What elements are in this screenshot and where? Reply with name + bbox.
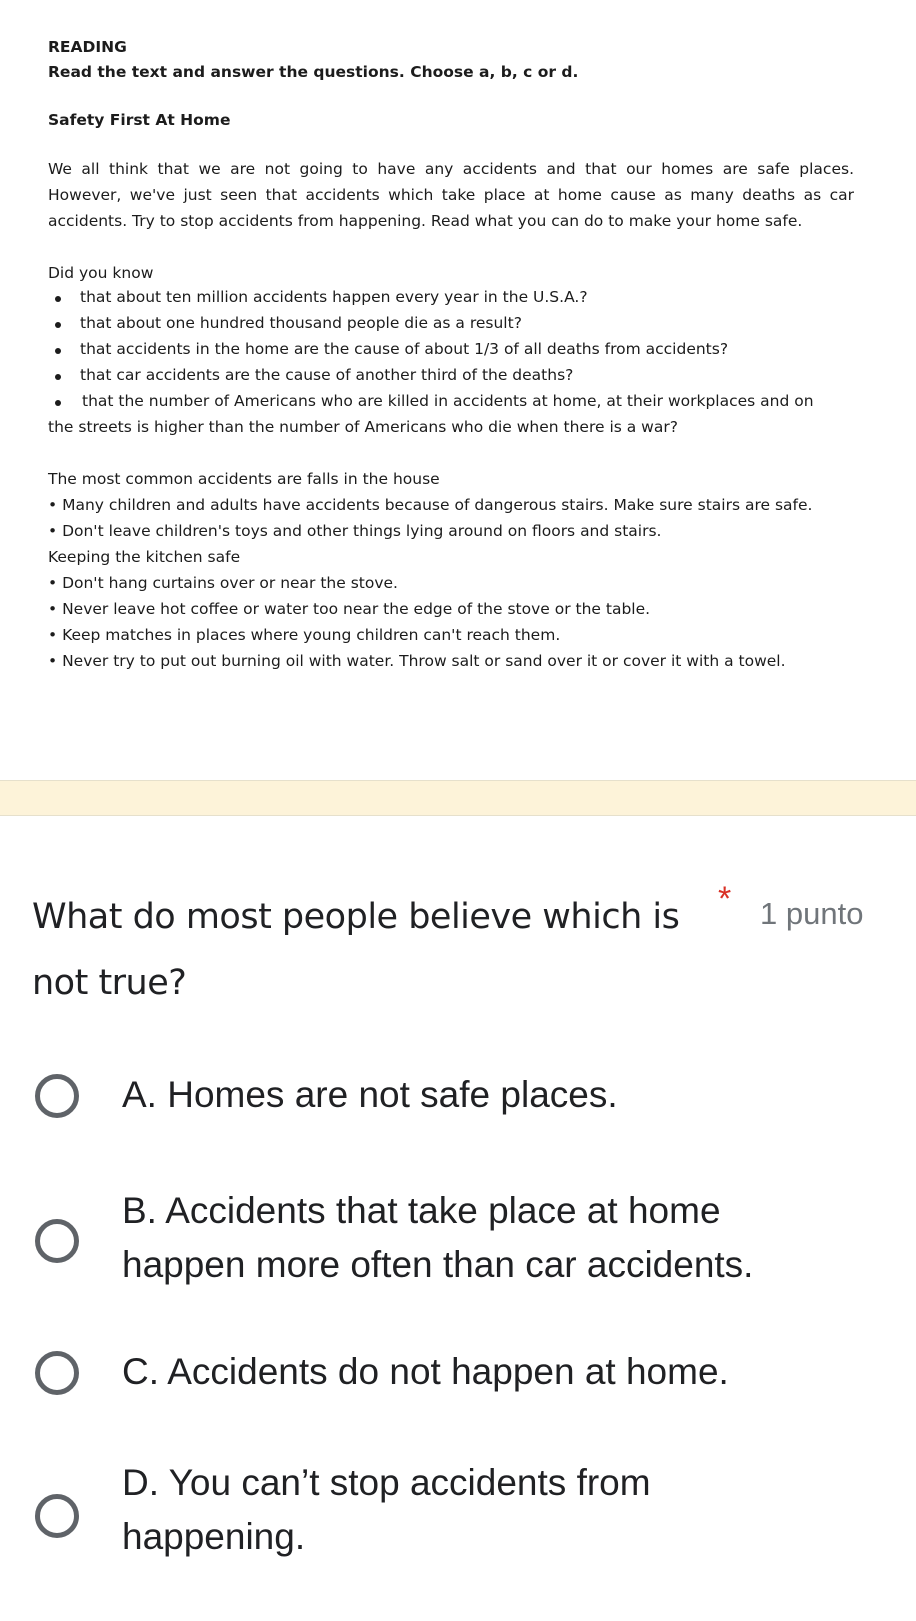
kitchen-item: • Don't hang curtains over or near the stove. — [48, 574, 398, 592]
kitchen-item: • Keep matches in places where young children can't reach them. — [48, 626, 561, 644]
section-divider — [0, 780, 916, 816]
question-title: What do most people believe which is not true? — [32, 897, 680, 1003]
required-asterisk: * — [718, 880, 732, 918]
intro-line: We all think that we are not going to have any accidents and that our homes are safe places. — [48, 160, 854, 178]
kitchen-heading: Keeping the kitchen safe — [48, 548, 241, 566]
intro-line: accidents. Try to stop accidents from happening. Read what you can do to make your home safe. — [48, 212, 803, 230]
option-label[interactable]: B. Accidents that take place at home happen more often than car accidents. — [122, 1190, 754, 1285]
kitchen-item: • Never leave hot coffee or water too near the edge of the stove or the table. — [48, 600, 651, 618]
radio-button[interactable] — [35, 1351, 79, 1395]
reading-heading: READING — [48, 38, 127, 56]
radio-button[interactable] — [35, 1494, 79, 1538]
falls-heading: The most common accidents are falls in the house — [48, 470, 440, 488]
bullet-dot — [55, 322, 61, 328]
question-points: 1 punto — [760, 896, 864, 931]
falls-item: • Don't leave children's toys and other things lying around on floors and stairs. — [48, 522, 662, 540]
did-you-know-heading: Did you know — [48, 264, 154, 282]
option-label[interactable]: A. Homes are not safe places. — [122, 1074, 618, 1115]
kitchen-item: • Never try to put out burning oil with water. Throw salt or sand over it or cover it with a towel. — [48, 652, 786, 670]
fact-continuation: the streets is higher than the number of Americans who die when there is a war? — [48, 418, 678, 436]
bullet-dot — [55, 400, 61, 406]
radio-button[interactable] — [35, 1219, 79, 1263]
reading-instruction: Read the text and answer the questions. Choose a, b, c or d. — [48, 63, 579, 81]
reading-passage — [0, 0, 916, 780]
fact-item: that accidents in the home are the cause of about 1/3 of all deaths from accidents? — [80, 340, 729, 358]
intro-line: However, we've just seen that accidents which take place at home cause as many deaths as car — [48, 186, 854, 204]
fact-item: that about one hundred thousand people die as a result? — [80, 314, 522, 332]
option-label[interactable]: D. You can’t stop accidents from happening. — [122, 1462, 651, 1557]
passage-title: Safety First At Home — [48, 111, 231, 129]
fact-item: that the number of Americans who are killed in accidents at home, at their workplaces and on — [82, 392, 814, 410]
option-label[interactable]: C. Accidents do not happen at home. — [122, 1351, 729, 1392]
bullet-dot — [55, 374, 61, 380]
bullet-dot — [55, 296, 61, 302]
fact-item: that about ten million accidents happen every year in the U.S.A.? — [80, 288, 588, 306]
radio-button[interactable] — [35, 1074, 79, 1118]
bullet-dot — [55, 348, 61, 354]
falls-item: • Many children and adults have accidents because of dangerous stairs. Make sure stairs are safe. — [48, 496, 813, 514]
fact-item: that car accidents are the cause of another third of the deaths? — [80, 366, 574, 384]
